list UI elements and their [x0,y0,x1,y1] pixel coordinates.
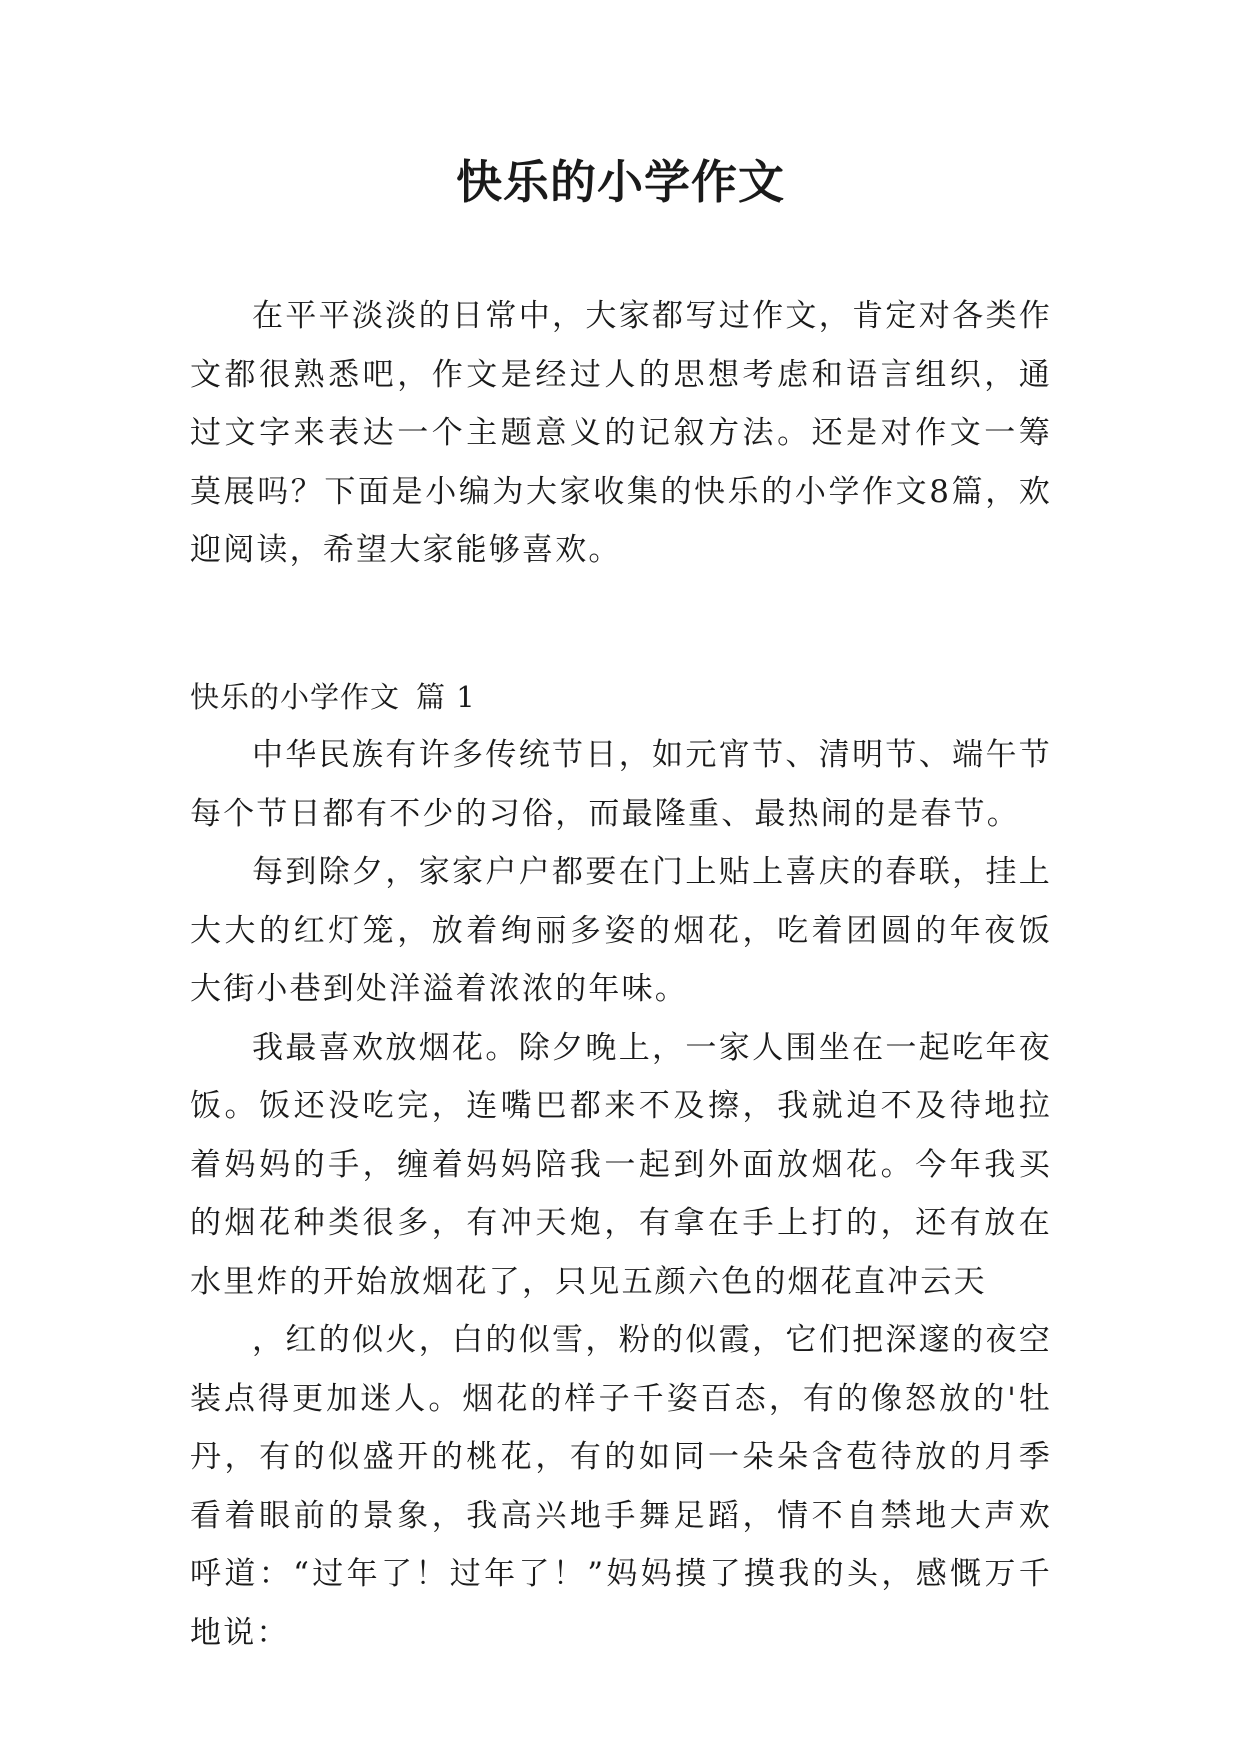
intro-paragraph: 在平平淡淡的日常中，大家都写过作文，肯定对各类作文都很熟悉吧，作文是经过人的思想考虑和语言组织，通过文字来表达一个主题意义的记叙方法。还是对作文一筹莫展吗？下面是小编为大家收集的快乐的小学作文8篇，欢迎阅读，希望大家能够喜欢。 [190,298,1052,568]
body-paragraph: ，红的似火，白的似雪，粉的似霞，它们把深邃的夜空装点得更加迷人。烟花的样子千姿百态，有的像怒放的'牡丹，有的似盛开的桃花，有的如同一朵朵含苞待放的月季看着眼前的景象，我高兴地手舞足蹈，情不自禁地大声欢呼道：“过年了！过年了！”妈妈摸了摸我的头，感慨万千地说： [190,1322,1052,1651]
body-paragraph: 每到除夕，家家户户都要在门上贴上喜庆的春联，挂上大大的红灯笼，放着绚丽多姿的烟花，吃着团圆的年夜饭大街小巷到处洋溢着浓浓的年味。 [190,854,1052,1007]
section-heading-number: 篇 1 [416,679,476,714]
document-body [190,287,1052,1662]
section-heading-title: 快乐的小学作文 [190,679,401,714]
section-spacer [190,580,1052,668]
body-paragraph: 我最喜欢放烟花。除夕晚上，一家人围坐在一起吃年夜饭。饭还没吃完，连嘴巴都来不及擦，我就迫不及待地拉着妈妈的手，缠着妈妈陪我一起到外面放烟花。今年我买的烟花种类很多，有冲天炮，有拿在手上打的，还有放在水里炸的开始放烟花了，只见五颜六色的烟花直冲云天 [190,1029,1052,1300]
document-title: 快乐的小学作文 [456,155,785,209]
section-heading [190,668,1052,727]
body-paragraph: 中华民族有许多传统节日，如元宵节、清明节、端午节每个节日都有不少的习俗，而最隆重、最热闹的是春节。 [190,737,1052,832]
